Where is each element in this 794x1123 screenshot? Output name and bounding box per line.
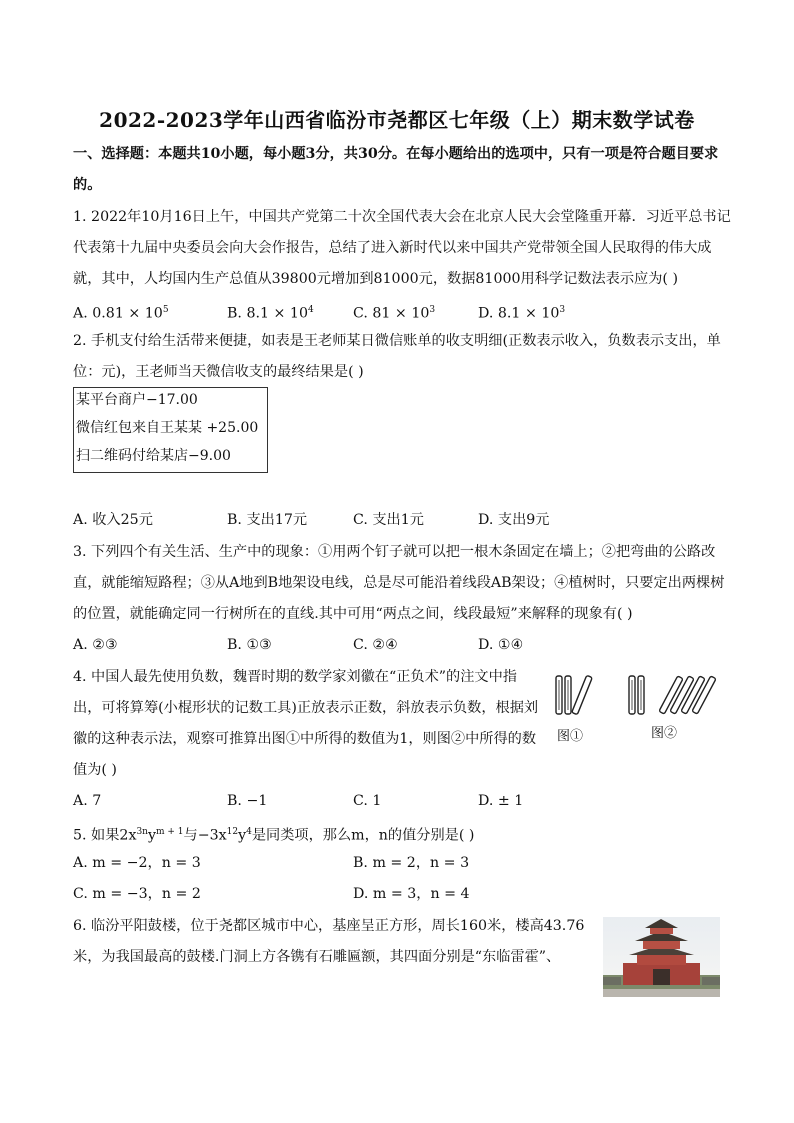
q4-line-1: 4. 中国人最先使用负数，魏晋时期的数学家刘徽在“正负术”的注文中指 [73, 669, 517, 685]
q4-line-3: 徽的这种表示法，观察可推算出图①中所得的数值为1，则图②中所得的数 [73, 731, 537, 747]
bill-row-2: 微信红包来自王某某 +25.00 [76, 420, 259, 436]
figure-1-caption: 图① [557, 729, 584, 744]
q3-option-a[interactable]: A. ②③ [73, 637, 118, 653]
q1-option-c[interactable]: C. $81 \times 10^3$ [353, 305, 436, 322]
q3-line-2: 直，就能缩短路程；③从A地到B地架设电线，总是尽可能沿着线段AB架设；④植树时，只要定出两棵树 [73, 575, 725, 591]
q3-line-3: 的位置，就能确定同一行树所在的直线.其中可用“两点之间，线段最短”来解释的现象有( ) [73, 606, 633, 622]
q5-option-a[interactable]: A. m = −2，n = 3 [73, 855, 201, 871]
figure-2-caption: 图② [651, 726, 678, 741]
bill-row-3: 扫二维码付给某店−9.00 [76, 448, 231, 464]
q5-option-d[interactable]: D. m = 3，n = 4 [353, 886, 470, 902]
q1-option-a[interactable]: A. $0.81 \times 10^5$ [73, 305, 169, 322]
section-heading-line-1: 一、选择题：本题共10小题，每小题3分，共30分。在每小题给出的选项中，只有一项是符合题目要求 [73, 146, 719, 162]
q1-option-d[interactable]: D. $8.1 \times 10^3$ [478, 305, 566, 322]
bill-row-1: 某平台商户−17.00 [76, 392, 198, 408]
q4-option-b[interactable]: B. −1 [227, 793, 268, 809]
q1-line-3: 就，其中，人均国内生产总值从39800元增加到81000元，数据81000用科学记数法表示应为( ) [73, 271, 678, 287]
q6-line-1: 6. 临汾平阳鼓楼，位于尧都区城市中心，基座呈正方形，周长160米，楼高43.76 [73, 918, 585, 934]
q3-option-c[interactable]: C. ②④ [353, 637, 398, 653]
q3-option-d[interactable]: D. ①④ [478, 637, 524, 653]
q2-option-a[interactable]: A. 收入25元 [73, 512, 153, 528]
section-heading-line-2: 的。 [73, 177, 102, 193]
page-title: 2022-2023学年山西省临汾市尧都区七年级（上）期末数学试卷 [99, 108, 695, 132]
q4-option-c[interactable]: C. 1 [353, 793, 382, 809]
bill-table [73, 387, 268, 473]
q2-option-c[interactable]: C. 支出1元 [353, 512, 424, 528]
q5-option-c[interactable]: C. m = −3，n = 2 [73, 886, 201, 902]
q5-option-b[interactable]: B. m = 2，n = 3 [353, 855, 470, 871]
q4-line-2: 出，可将算筹(小棍形状的记数工具)正放表示正数，斜放表示负数，根据刘 [73, 700, 539, 716]
q6-line-2: 米，为我国最高的鼓楼.门洞上方各镌有石雕匾额，其四面分别是“东临雷霍”、 [73, 949, 561, 965]
drum-tower-photo [603, 917, 720, 997]
q3-option-b[interactable]: B. ①③ [227, 637, 272, 653]
q3-line-1: 3. 下列四个有关生活、生产中的现象：①用两个钉子就可以把一根木条固定在墙上；②把弯曲的公路改 [73, 544, 716, 560]
q2-option-b[interactable]: B. 支出17元 [227, 512, 308, 528]
q4-line-4: 值为( ) [73, 762, 117, 778]
q5-stem: 5. 如果$2x^{3n}y^{m + 1}$与$-3x^{12}y^4$是同类项，那么m，n的值分别是( ) [73, 827, 475, 844]
counting-rods-figure-2 [624, 672, 722, 720]
q2-line-1: 2. 手机支付给生活带来便捷，如表是王老师某日微信账单的收支明细(正数表示收入，负数表示支出，单 [73, 333, 721, 349]
counting-rods-figure-1 [550, 672, 600, 720]
q2-line-2: 位：元)，王老师当天微信收支的最终结果是( ) [73, 364, 364, 380]
q1-line-2: 代表第十九届中央委员会向大会作报告，总结了进入新时代以来中国共产党带领全国人民取得的伟大成 [73, 240, 712, 256]
q1-option-b[interactable]: B. $8.1 \times 10^4$ [227, 305, 314, 322]
q4-option-a[interactable]: A. 7 [73, 793, 102, 809]
q1-line-1: 1. 2022年10月16日上午，中国共产党第二十次全国代表大会在北京人民大会堂隆重开幕．习近平总书记 [73, 209, 731, 225]
q2-option-d[interactable]: D. 支出9元 [478, 512, 550, 528]
q4-option-d[interactable]: D. ± 1 [478, 793, 524, 809]
